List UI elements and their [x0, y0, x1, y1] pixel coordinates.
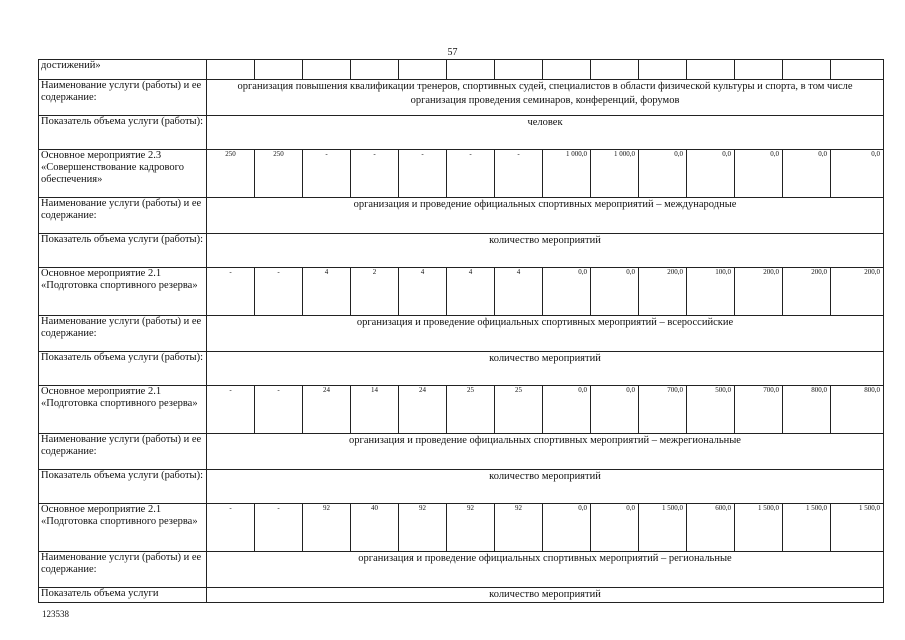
table-row [39, 552, 884, 588]
row-label: Показатель объема услуги (работы): [39, 352, 207, 386]
table-row [39, 268, 884, 316]
service-name: организация и проведение официальных спортивных мероприятий – региональные [207, 552, 884, 588]
row-label: Наименование услуги (работы) и ее содержание: [39, 198, 207, 234]
row-label: Основное мероприятие 2.1 «Подготовка спортивного резерва» [39, 504, 207, 552]
value-cell: - [447, 150, 495, 198]
value-cell: 1 500,0 [639, 504, 687, 552]
program-table [38, 59, 884, 603]
value-cell: 40 [351, 504, 399, 552]
value-cell [783, 60, 831, 80]
value-cell [447, 60, 495, 80]
value-cell: 0,0 [639, 150, 687, 198]
value-cell: 800,0 [783, 386, 831, 434]
value-cell [831, 60, 884, 80]
value-cell: 0,0 [591, 268, 639, 316]
table-row [39, 316, 884, 352]
value-cell: 1 000,0 [591, 150, 639, 198]
value-cell: 200,0 [831, 268, 884, 316]
value-cell: 1 500,0 [783, 504, 831, 552]
value-cell [495, 60, 543, 80]
table-row [39, 234, 884, 268]
value-cell: - [399, 150, 447, 198]
value-cell [639, 60, 687, 80]
value-cell: 25 [495, 386, 543, 434]
value-cell: 250 [255, 150, 303, 198]
service-name: организация и проведение официальных спортивных мероприятий – межрегиональные [207, 434, 884, 470]
service-name: организация повышения квалификации тренеров, спортивных судей, специалистов в области физической культуры и спорта, в том числе организация проведения семинаров, конференций, форумов [207, 80, 884, 116]
table-row [39, 470, 884, 504]
table-row [39, 434, 884, 470]
service-name: организация и проведение официальных спортивных мероприятий – международные [207, 198, 884, 234]
table-row [39, 386, 884, 434]
row-label: Показатель объема услуги (работы): [39, 234, 207, 268]
table-row [39, 116, 884, 150]
value-cell: 0,0 [543, 268, 591, 316]
value-cell: - [207, 504, 255, 552]
value-cell: 1 000,0 [543, 150, 591, 198]
value-cell: 92 [495, 504, 543, 552]
value-cell: 4 [447, 268, 495, 316]
value-cell: - [207, 268, 255, 316]
value-cell: 250 [207, 150, 255, 198]
value-cell: 1 500,0 [735, 504, 783, 552]
table-row [39, 588, 884, 603]
value-cell: - [255, 504, 303, 552]
value-cell: 0,0 [543, 504, 591, 552]
row-label: Показатель объема услуги [39, 588, 207, 603]
value-cell: - [255, 386, 303, 434]
value-cell [351, 60, 399, 80]
row-label: Основное мероприятие 2.1 «Подготовка спортивного резерва» [39, 268, 207, 316]
volume-indicator: количество мероприятий [207, 352, 884, 386]
value-cell: 24 [303, 386, 351, 434]
value-cell: 4 [495, 268, 543, 316]
value-cell: 14 [351, 386, 399, 434]
value-cell: 200,0 [735, 268, 783, 316]
value-cell: 1 500,0 [831, 504, 884, 552]
table-row [39, 80, 884, 116]
table-row [39, 150, 884, 198]
row-label: Наименование услуги (работы) и ее содержание: [39, 316, 207, 352]
table-row [39, 60, 884, 80]
value-cell: 200,0 [783, 268, 831, 316]
row-label: Показатель объема услуги (работы): [39, 116, 207, 150]
value-cell [735, 60, 783, 80]
row-label: Наименование услуги (работы) и ее содержание: [39, 434, 207, 470]
value-cell [687, 60, 735, 80]
volume-indicator: количество мероприятий [207, 470, 884, 504]
value-cell: - [207, 386, 255, 434]
table-row [39, 352, 884, 386]
volume-indicator: количество мероприятий [207, 588, 884, 603]
value-cell: 700,0 [639, 386, 687, 434]
value-cell: - [255, 268, 303, 316]
value-cell: 0,0 [831, 150, 884, 198]
row-label: Основное мероприятие 2.1 «Подготовка спортивного резерва» [39, 386, 207, 434]
value-cell: 4 [399, 268, 447, 316]
value-cell: 0,0 [735, 150, 783, 198]
row-label: Основное мероприятие 2.3 «Совершенствование кадрового обеспечения» [39, 150, 207, 198]
value-cell: 92 [399, 504, 447, 552]
value-cell: 0,0 [783, 150, 831, 198]
value-cell: 0,0 [591, 386, 639, 434]
value-cell: - [303, 150, 351, 198]
footer-code: 123538 [42, 609, 69, 619]
row-label: Наименование услуги (работы) и ее содержание: [39, 80, 207, 116]
value-cell [543, 60, 591, 80]
value-cell [399, 60, 447, 80]
row-label: Наименование услуги (работы) и ее содержание: [39, 552, 207, 588]
value-cell: 24 [399, 386, 447, 434]
value-cell: 500,0 [687, 386, 735, 434]
value-cell: 700,0 [735, 386, 783, 434]
row-label: достижений» [39, 60, 207, 80]
value-cell: 92 [303, 504, 351, 552]
value-cell: 800,0 [831, 386, 884, 434]
value-cell: 0,0 [687, 150, 735, 198]
value-cell: 92 [447, 504, 495, 552]
value-cell [255, 60, 303, 80]
value-cell: 200,0 [639, 268, 687, 316]
value-cell [303, 60, 351, 80]
volume-indicator: количество мероприятий [207, 234, 884, 268]
table-row [39, 198, 884, 234]
value-cell: - [351, 150, 399, 198]
value-cell: 100,0 [687, 268, 735, 316]
volume-indicator: человек [207, 116, 884, 150]
service-name: организация и проведение официальных спортивных мероприятий – всероссийские [207, 316, 884, 352]
row-label: Показатель объема услуги (работы): [39, 470, 207, 504]
value-cell: 25 [447, 386, 495, 434]
value-cell: 4 [303, 268, 351, 316]
value-cell: 2 [351, 268, 399, 316]
value-cell: - [495, 150, 543, 198]
value-cell: 0,0 [591, 504, 639, 552]
page-number: 57 [447, 47, 458, 58]
table-row [39, 504, 884, 552]
value-cell: 0,0 [543, 386, 591, 434]
value-cell: 600,0 [687, 504, 735, 552]
value-cell [591, 60, 639, 80]
value-cell [207, 60, 255, 80]
